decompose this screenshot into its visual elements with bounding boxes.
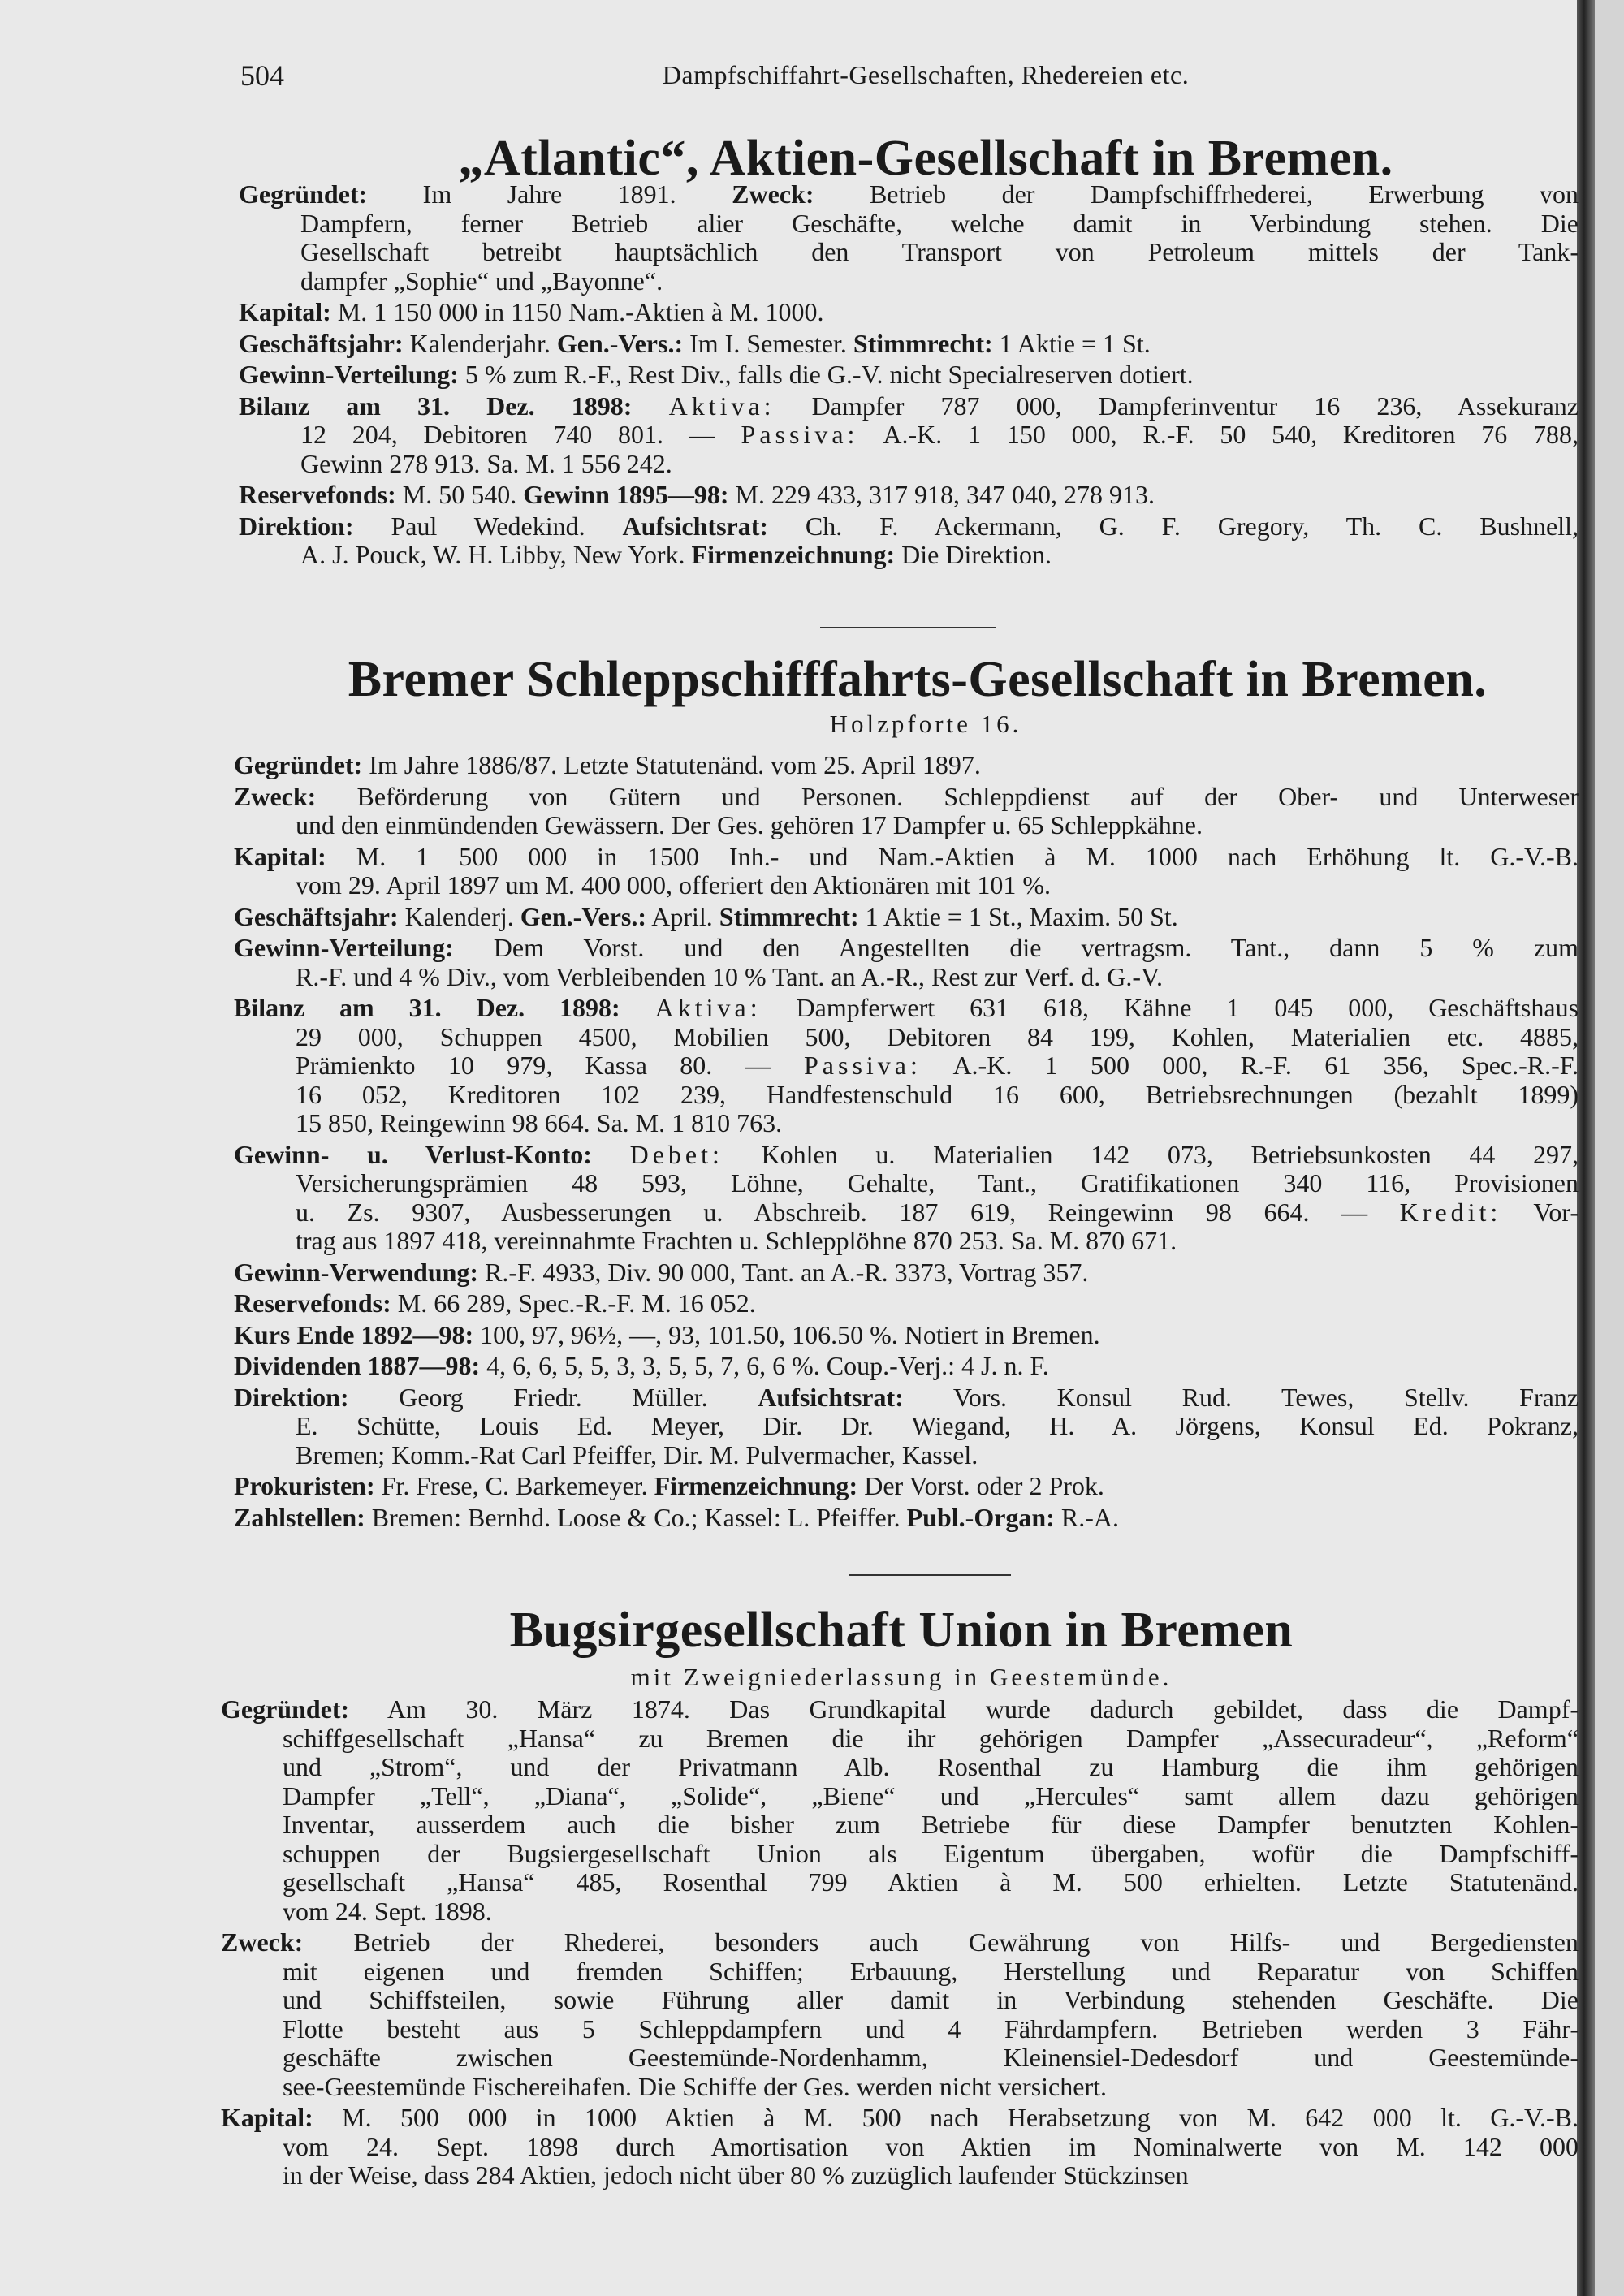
text-line [239,180,1579,209]
field-label: Direktion: [239,511,354,541]
spaced-heading: Kredit: [1399,1198,1502,1227]
field-text: Vor- [1501,1198,1579,1227]
field-label: Gegründet: [234,751,363,779]
text-line [221,1753,1579,1782]
field-text: Gesellschaft betreibt hauptsächlich den Transport von Petroleum mittels der Tank- [300,238,1579,266]
running-head: Dampfschiffahrt-Gesellschaften, Rhedereien etc. [662,60,1190,89]
field-text: 5 % zum R.-F., Rest Div., falls die G.-V. nicht Specialreserven dotiert. [458,360,1194,389]
entry-field [234,934,1579,991]
field-label: Gen.-Vers.: [556,329,684,358]
spaced-heading: Passiva: [803,1051,922,1080]
spaced-heading: Passiva: [741,421,859,449]
field-label: Gegründet: [239,180,368,209]
text-line [221,1868,1579,1897]
field-text: Bremen: Bernhd. Loose & Co.; Kassel: L. Pfeiffer. [365,1503,907,1532]
field-text: Fr. Frese, C. Barkemeyer. [374,1472,654,1500]
text-line [234,871,1579,900]
text-line [221,1928,1579,1957]
field-text: dampfer „Sophie“ und „Bayonne“. [300,266,663,296]
field-label: Geschäftsjahr: [239,329,404,358]
text-line [234,1081,1579,1110]
text-line [239,330,1579,359]
field-text: Im Jahre 1891. [367,180,732,209]
entry-field [221,2104,1579,2190]
entry-field [234,1472,1579,1501]
field-text: Dampfer 787 000, Dampferinventur 16 236, Assekuranz [775,391,1579,421]
section-subtitle-branch: mit Zweigniederlassung in Geestemünde. [630,1663,1173,1691]
field-text: April. [646,902,719,931]
field-text: vom 24. Sept. 1898. [283,1897,492,1926]
field-label: Zahlstellen: [234,1503,365,1532]
section-atlantic [239,180,1579,572]
text-line [239,541,1579,570]
text-line [221,2044,1579,2073]
field-text: Vors. Konsul Rud. Tewes, Stellv. Franz [903,1383,1579,1412]
field-text: Prämienkto 10 979, Kassa 80. — [296,1051,804,1080]
field-text: trag aus 1897 418, vereinnahmte Frachten u. Schlepplöhne 870 253. Sa. M. 870 671. [296,1227,1177,1255]
text-line [234,1504,1579,1533]
field-text: gesellschaft „Hansa“ 485, Rosenthal 799 Aktien à M. 500 erhielten. Letzte Statutenänd. [283,1868,1579,1897]
field-label: Bilanz am 31. Dez. 1898: [234,994,620,1022]
text-line [239,512,1579,542]
field-text: M. 500 000 in 1000 Aktien à M. 500 nach Herabsetzung von M. 642 000 lt. G.-V.-B. [313,2104,1579,2132]
text-line [234,1472,1579,1501]
field-text: M. 229 433, 317 918, 347 040, 278 913. [728,481,1155,509]
entry-field [234,1383,1579,1470]
entry-field [234,903,1579,932]
text-line [221,1986,1579,2015]
field-text [592,1141,630,1169]
field-text: Ch. F. Ackermann, G. F. Gregory, Th. C. Bushnell, [768,511,1579,541]
entry-field [234,1141,1579,1256]
field-label: Direktion: [234,1383,349,1412]
text-line [221,1897,1579,1927]
field-label: Stimmrecht: [719,902,859,931]
field-label: Gewinn-Verteilung: [234,934,454,962]
field-text: schiffgesellschaft „Hansa“ zu Bremen die ihr gehörigen Dampfer „Assecuradeur“, „Reform“ [283,1724,1579,1753]
field-text: Paul Wedekind. [353,511,623,541]
spaced-heading: Aktiva: [668,391,775,421]
field-label: Gen.-Vers.: [520,902,647,931]
text-line [234,751,1579,780]
field-text: A.-K. 1 150 000, R.-F. 50 540, Kreditoren 76 788, [858,421,1579,449]
field-text: M. 1 500 000 in 1500 Inh.- und Nam.-Aktien à M. 1000 nach Erhöhung lt. G.-V.-B. [326,842,1579,871]
text-line [234,783,1579,812]
text-line [234,1383,1579,1413]
section-title-bugsirgesellschaft-union: Bugsirgesellschaft Union in Bremen [509,1603,1294,1658]
field-text: vom 29. April 1897 um M. 400 000, offeriert den Aktionären mit 101 %. [296,871,1051,900]
text-line [234,843,1579,872]
field-text: A. J. Pouck, W. H. Libby, New York. [300,541,692,569]
field-text: R.-F. und 4 % Div., vom Verbleibenden 10 % Tant. an A.-R., Rest zur Verf. d. G.-V. [296,962,1163,991]
field-text: Dem Vorst. und den Angestellten die vertragsm. Tant., dann 5 % zum [453,934,1579,962]
text-line [234,1289,1579,1318]
field-label: Stimmrecht: [853,329,993,358]
field-text: Im I. Semester. [683,329,853,358]
separator [849,1574,1011,1576]
field-label: Kapital: [221,2104,313,2132]
field-text: R.-F. 4933, Div. 90 000, Tant. an A.-R. 3373, Vortrag 357. [478,1258,1089,1287]
field-text: 15 850, Reingewinn 98 664. Sa. M. 1 810 763. [296,1109,783,1137]
text-line [234,963,1579,992]
field-label: Kapital: [239,298,331,326]
text-line [239,298,1579,327]
text-line [234,903,1579,932]
separator [820,627,996,628]
entry-field [239,298,1579,327]
section-title-bremer-schleppschifffahrt: Bremer Schleppschifffahrts-Gesellschaft in Bremen. [348,652,1488,707]
entry-field [234,994,1579,1138]
text-line [221,2015,1579,2044]
text-line [221,2073,1579,2102]
field-text: in der Weise, dass 284 Aktien, jedoch nicht über 80 % zuzüglich laufender Stückzinsen [283,2161,1189,2190]
field-text: Beförderung von Gütern und Personen. Schleppdienst auf der Ober- und Unterweser [316,782,1579,811]
field-label: Gewinn 1895—98: [523,481,729,509]
field-label: Dividenden 1887—98: [234,1352,481,1380]
text-line [234,994,1579,1023]
field-label: Kurs Ende 1892—98: [234,1320,474,1349]
field-label: Bilanz am 31. Dez. 1898: [239,391,633,421]
field-text: vom 24. Sept. 1898 durch Amortisation von Aktien im Nominalwerte von M. 142 000 [283,2132,1579,2161]
text-line [239,360,1579,390]
text-line [234,1352,1579,1381]
text-line [234,934,1579,963]
spaced-heading: Debet: [629,1140,723,1169]
text-line [234,1321,1579,1350]
field-text: u. Zs. 9307, Ausbesserungen u. Abschreib. 187 619, Reingewinn 98 664. — [296,1198,1400,1227]
text-line [239,421,1579,450]
field-text: mit eigenen und fremden Schiffen; Erbauung, Herstellung und Reparatur von Schiffen [283,1957,1579,1986]
section-bugsirgesellschaft-union [221,1695,1579,2193]
field-text: Dampfer „Tell“, „Diana“, „Solide“, „Biene“ und „Hercules“ samt allem dazu gehörigen [283,1781,1579,1810]
entry-field [234,1504,1579,1533]
text-line [221,1782,1579,1811]
field-text: Der Vorst. oder 2 Prok. [857,1472,1104,1500]
entry-field [234,1321,1579,1350]
field-label: Geschäftsjahr: [234,902,399,931]
field-label: Gewinn-Verwendung: [234,1258,479,1287]
field-text: Bremen; Komm.-Rat Carl Pfeiffer, Dir. M. Pulvermacher, Kassel. [296,1440,978,1470]
entry-field [221,1695,1579,1926]
field-text: Dampferwert 631 618, Kähne 1 045 000, Geschäftshaus [761,994,1579,1022]
text-line [234,1169,1579,1198]
text-line [239,450,1579,479]
text-line [221,1724,1579,1754]
text-line [221,2133,1579,2162]
field-text: Die Direktion. [895,541,1052,569]
text-line [234,1051,1579,1081]
field-text: Kohlen u. Materialien 142 073, Betriebsunkosten 44 297, [723,1140,1579,1169]
text-line [221,1695,1579,1724]
field-text: Im Jahre 1886/87. Letzte Statutenänd. vom 25. April 1897. [362,751,981,779]
page-binding-edge [1577,0,1595,2296]
field-text: Betrieb der Rhederei, besonders auch Gewährung von Hilfs- und Bergediensten [303,1928,1579,1957]
section-bremer-schleppschifffahrt [234,751,1579,1534]
entry-field [234,1289,1579,1318]
field-text: Kalenderjahr. [403,329,557,358]
field-label: Reservefonds: [234,1289,391,1318]
entry-field [239,512,1579,570]
field-text: und „Strom“, und der Privatmann Alb. Rosenthal zu Hamburg die ihm gehörigen [283,1753,1579,1781]
text-line [239,238,1579,267]
text-line [234,1141,1579,1170]
text-line [239,481,1579,510]
field-text: Gewinn 278 913. Sa. M. 1 556 242. [300,449,672,478]
field-text: Kalenderj. [398,902,520,931]
text-line [234,1441,1579,1470]
field-label: Publ.-Organ: [906,1503,1055,1532]
field-label: Gewinn-Verteilung: [239,360,459,389]
field-label: Zweck: [234,782,317,811]
text-line [239,267,1579,296]
field-text: 100, 97, 96½, —, 93, 101.50, 106.50 %. Notiert in Bremen. [473,1320,1100,1349]
text-line [234,1258,1579,1288]
field-text: Flotte besteht aus 5 Schleppdampfern und 4 Fährdampfern. Betrieben werden 3 Fähr- [283,2014,1579,2044]
field-text: R.-A. [1054,1503,1119,1532]
field-text: und den einmündenden Gewässern. Der Ges. gehören 17 Dampfer u. 65 Schleppkähne. [296,811,1203,839]
field-text [620,994,655,1022]
text-line [234,1412,1579,1441]
entry-field [239,180,1579,296]
field-label: Gewinn- u. Verlust-Konto: [234,1140,592,1169]
field-label: Reservefonds: [239,481,396,509]
field-label: Aufsichtsrat: [622,511,769,541]
field-text: geschäfte zwischen Geestemünde-Nordenhamm, Kleinensiel-Dedesdorf und Geestemünde- [283,2044,1579,2072]
section-title-atlantic: „Atlantic“, Aktien-Gesellschaft in Bremen. [458,131,1393,186]
field-text: Georg Friedr. Müller. [348,1383,758,1412]
page-number: 504 [240,59,284,92]
entry-field [234,843,1579,900]
text-line [234,1198,1579,1228]
field-text [632,392,668,421]
text-line [221,1810,1579,1840]
field-text: see-Geestemünde Fischereihafen. Die Schiffe der Ges. werden nicht versichert. [283,2072,1107,2101]
entry-field [234,751,1579,780]
text-line [221,1840,1579,1869]
field-label: Kapital: [234,842,326,871]
field-label: Firmenzeichnung: [691,541,896,569]
field-text: M. 1 150 000 in 1150 Nam.-Aktien à M. 1000. [330,298,824,326]
text-line [239,392,1579,421]
field-label: Prokuristen: [234,1472,375,1500]
entry-field [234,1352,1579,1381]
field-text: Dampfern, ferner Betrieb alier Geschäfte, welche damit in Verbindung stehen. Die [300,209,1579,238]
text-line [234,1109,1579,1138]
field-text: Inventar, ausserdem auch die bisher zum Betriebe für diese Dampfer benutzten Kohlen- [283,1810,1579,1839]
text-line [221,1957,1579,1987]
field-text: 16 052, Kreditoren 102 239, Handfestenschuld 16 600, Betriebsrechnungen (bezahlt 1899) [296,1080,1579,1109]
field-text: Am 30. März 1874. Das Grundkapital wurde dadurch gebildet, dass die Dampf- [349,1695,1579,1724]
field-label: Gegründet: [221,1695,350,1724]
field-text: M. 50 540. [395,481,524,509]
entry-field [239,330,1579,359]
field-text: und Schiffsteilen, sowie Führung aller damit in Verbindung stehenden Geschäfte. Die [283,1986,1579,2014]
text-line [234,1227,1579,1256]
field-label: Firmenzeichnung: [654,1472,858,1500]
text-line [239,209,1579,239]
field-text: 4, 6, 6, 5, 5, 3, 3, 5, 5, 7, 6, 6 %. Coup.-Verj.: 4 J. n. F. [480,1352,1049,1380]
scan-margin [1595,0,1624,2296]
text-line [234,1023,1579,1052]
entry-field [239,481,1579,510]
text-line [221,2161,1579,2190]
field-text: schuppen der Bugsiergesellschaft Union als Eigentum übergaben, wofür die Dampfschiff- [283,1839,1579,1868]
entry-field [234,783,1579,840]
field-text: 12 204, Debitoren 740 801. — [300,421,741,449]
field-text: Versicherungsprämien 48 593, Löhne, Gehalte, Tant., Gratifikationen 340 116, Provisionen [296,1169,1579,1198]
entry-field [221,1928,1579,2101]
field-text: 1 Aktie = 1 St., Maxim. 50 St. [858,902,1178,931]
field-label: Zweck: [221,1928,304,1957]
text-line [221,2104,1579,2133]
field-label: Aufsichtsrat: [758,1383,904,1412]
field-label: Zweck: [732,180,814,209]
field-text: E. Schütte, Louis Ed. Meyer, Dir. Dr. Wiegand, H. A. Jörgens, Konsul Ed. Pokranz, [296,1412,1579,1440]
spaced-heading: Aktiva: [654,994,762,1022]
field-text: 1 Aktie = 1 St. [992,329,1151,358]
text-line [234,811,1579,840]
field-text: Betrieb der Dampfschiffrhederei, Erwerbung von [814,180,1579,209]
field-text: M. 66 289, Spec.-R.-F. M. 16 052. [391,1289,756,1318]
entry-field [239,360,1579,390]
field-text: 29 000, Schuppen 4500, Mobilien 500, Debitoren 84 199, Kohlen, Materialien etc. 4885, [296,1022,1579,1051]
entry-field [234,1258,1579,1288]
entry-field [239,392,1579,479]
section-subtitle-address: Holzpforte 16. [829,710,1022,738]
field-text: A.-K. 1 500 000, R.-F. 61 356, Spec.-R.-F. [921,1051,1579,1080]
